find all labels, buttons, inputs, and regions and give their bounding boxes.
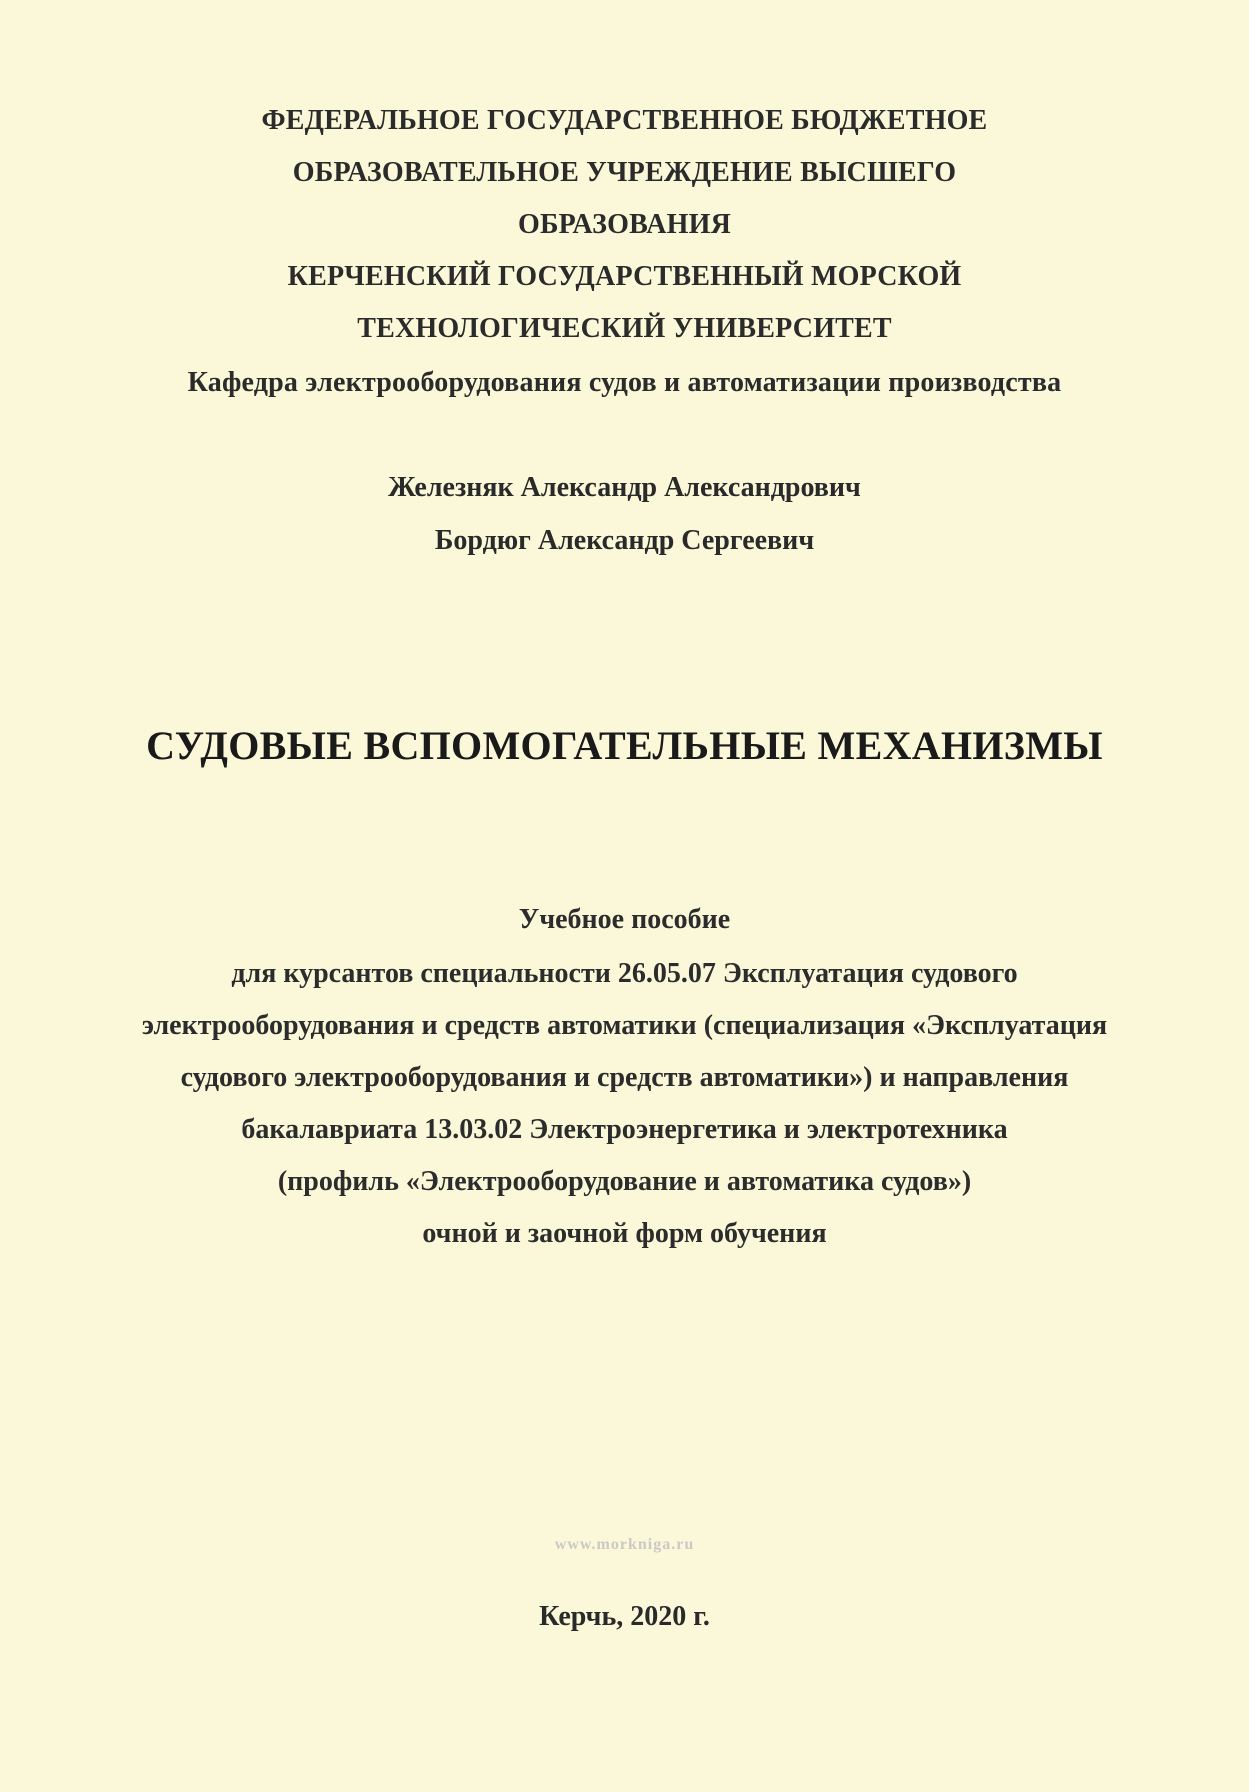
institution-line-5: ТЕХНОЛОГИЧЕСКИЙ УНИВЕРСИТЕТ — [357, 313, 892, 344]
institution-line-3: ОБРАЗОВАНИЯ — [517, 209, 731, 240]
book-title: СУДОВЫЕ ВСПОМОГАТЕЛЬНЫЕ МЕХАНИЗМЫ — [146, 723, 1103, 768]
author-1: Железняк Александр Александрович — [388, 472, 861, 503]
place-year: Керчь, 2020 г. — [539, 1601, 710, 1632]
department-name: Кафедра электрооборудования судов и автоматизации производства — [187, 367, 1062, 398]
description-line-2: для курсантов специальности 26.05.07 Эксплуатация судового — [231, 958, 1018, 989]
institution-line-1: ФЕДЕРАЛЬНОЕ ГОСУДАРСТВЕННОЕ БЮДЖЕТНОЕ — [261, 105, 988, 136]
institution-line-2: ОБРАЗОВАТЕЛЬНОЕ УЧРЕЖДЕНИЕ ВЫСШЕГО — [292, 157, 957, 188]
description-line-6: (профиль «Электрооборудование и автоматика судов») — [277, 1166, 972, 1197]
description-line-4: судового электрооборудования и средств автоматики») и направления — [180, 1062, 1069, 1093]
institution-line-4: КЕРЧЕНСКИЙ ГОСУДАРСТВЕННЫЙ МОРСКОЙ — [287, 261, 962, 292]
author-2: Бордюг Александр Сергеевич — [434, 525, 815, 556]
description-line-7: очной и заочной форм обучения — [422, 1218, 827, 1249]
description-line-3: электрооборудования и средств автоматики (специализация «Эксплуатация — [141, 1010, 1108, 1041]
watermark: www.morkniga.ru — [554, 1536, 695, 1553]
description-line-5: бакалавриата 13.03.02 Электроэнергетика и электротехника — [241, 1114, 1008, 1145]
description-line-1: Учебное пособие — [518, 904, 731, 935]
